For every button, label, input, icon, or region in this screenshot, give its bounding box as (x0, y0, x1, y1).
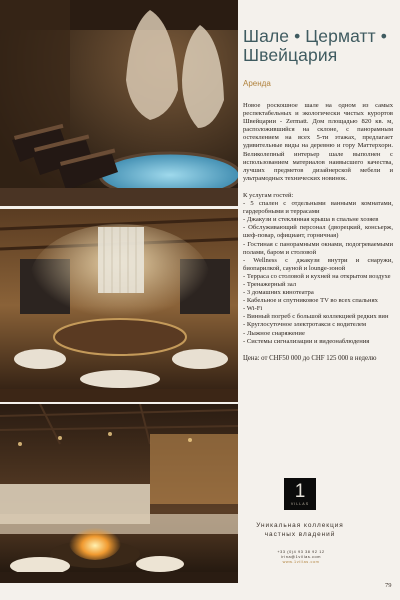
tagline-line-2: частных владений (264, 530, 336, 538)
contact-website[interactable]: www.1villas.com (282, 560, 320, 564)
logo-number: 1 (294, 480, 306, 502)
article-column (243, 27, 393, 363)
photo-living-fireplace (0, 404, 238, 583)
service-item: - Лыжное снаряжение (243, 329, 305, 337)
service-item: - Тренажерный зал (243, 280, 297, 288)
brand-tagline (247, 522, 353, 539)
category-label: Аренда (243, 79, 271, 88)
service-item: - Системы сигнализации и видеонаблюдения (243, 337, 370, 345)
price-text: Цена: от CHF50 000 до CHF 125 000 в неделю (243, 354, 377, 362)
description-paragraph: Новое роскошное шале на одном из самых респектабельных и экологически чистых курортов Швейцарии - Zermatt. Дом площадью 820 кв. м, расположившийся на склоне, с панорамным остеклением на всех 5-ти этажах, предлагает удивительные виды на деревню и гору Маттерхорн. Великолепный интерьер шале выполнен с использованием материалов наивысшего качества, лучших предметов дизайнерской мебели и ультрамодных технических новинок. (243, 102, 393, 182)
service-item: - 5 спален с отдельными ванными комнатами, гардеробными и террасами (243, 200, 393, 216)
photo-lounge-bar (0, 209, 238, 402)
service-item: - Винный погреб с большой коллекцией редких вин (243, 313, 389, 321)
service-item: - Wi-Fi (243, 305, 263, 313)
contact-email[interactable]: irina@1villas.com (280, 555, 321, 559)
title-line-1: Шале • Церматт • (243, 26, 387, 46)
service-item: - Обслуживающий персонал (дворецкий, консьерж, шеф-повар, официант, горничная) (243, 224, 393, 240)
services-list (243, 200, 393, 346)
service-item: - Джакузи и стеклянная крыша в спальне хозяев (243, 216, 379, 224)
brand-contacts (263, 550, 339, 565)
service-item: - Wellness с джакузи внутри и снаружи, биопарилкой, сауной и lounge-зоной (243, 256, 393, 272)
photo-spa-pool (0, 0, 238, 206)
service-item: - Терраса со столовой и кухней на открытом воздухе (243, 272, 391, 280)
title-line-2: Швейцария (243, 45, 338, 65)
logo-word: VILLAS (290, 501, 310, 506)
tagline-line-1: Уникальная коллекция (256, 522, 344, 529)
page-number: 79 (385, 582, 392, 589)
service-item: - Круглосуточное электротакси с водителем (243, 321, 367, 329)
service-item: - 3 домашних кинотеатра (243, 289, 314, 297)
contact-phone: +33 (0)4 93 38 92 12 (277, 550, 325, 554)
article-title (243, 27, 393, 65)
service-item: - Кабельное и спутниковое TV во всех спальнях (243, 297, 378, 305)
brand-logo (284, 478, 316, 510)
services-heading: К услугам гостей: (243, 191, 294, 199)
service-item: - Гостиная с панорамными окнами, подогреваемыми полами, баром и столовой (243, 240, 393, 256)
